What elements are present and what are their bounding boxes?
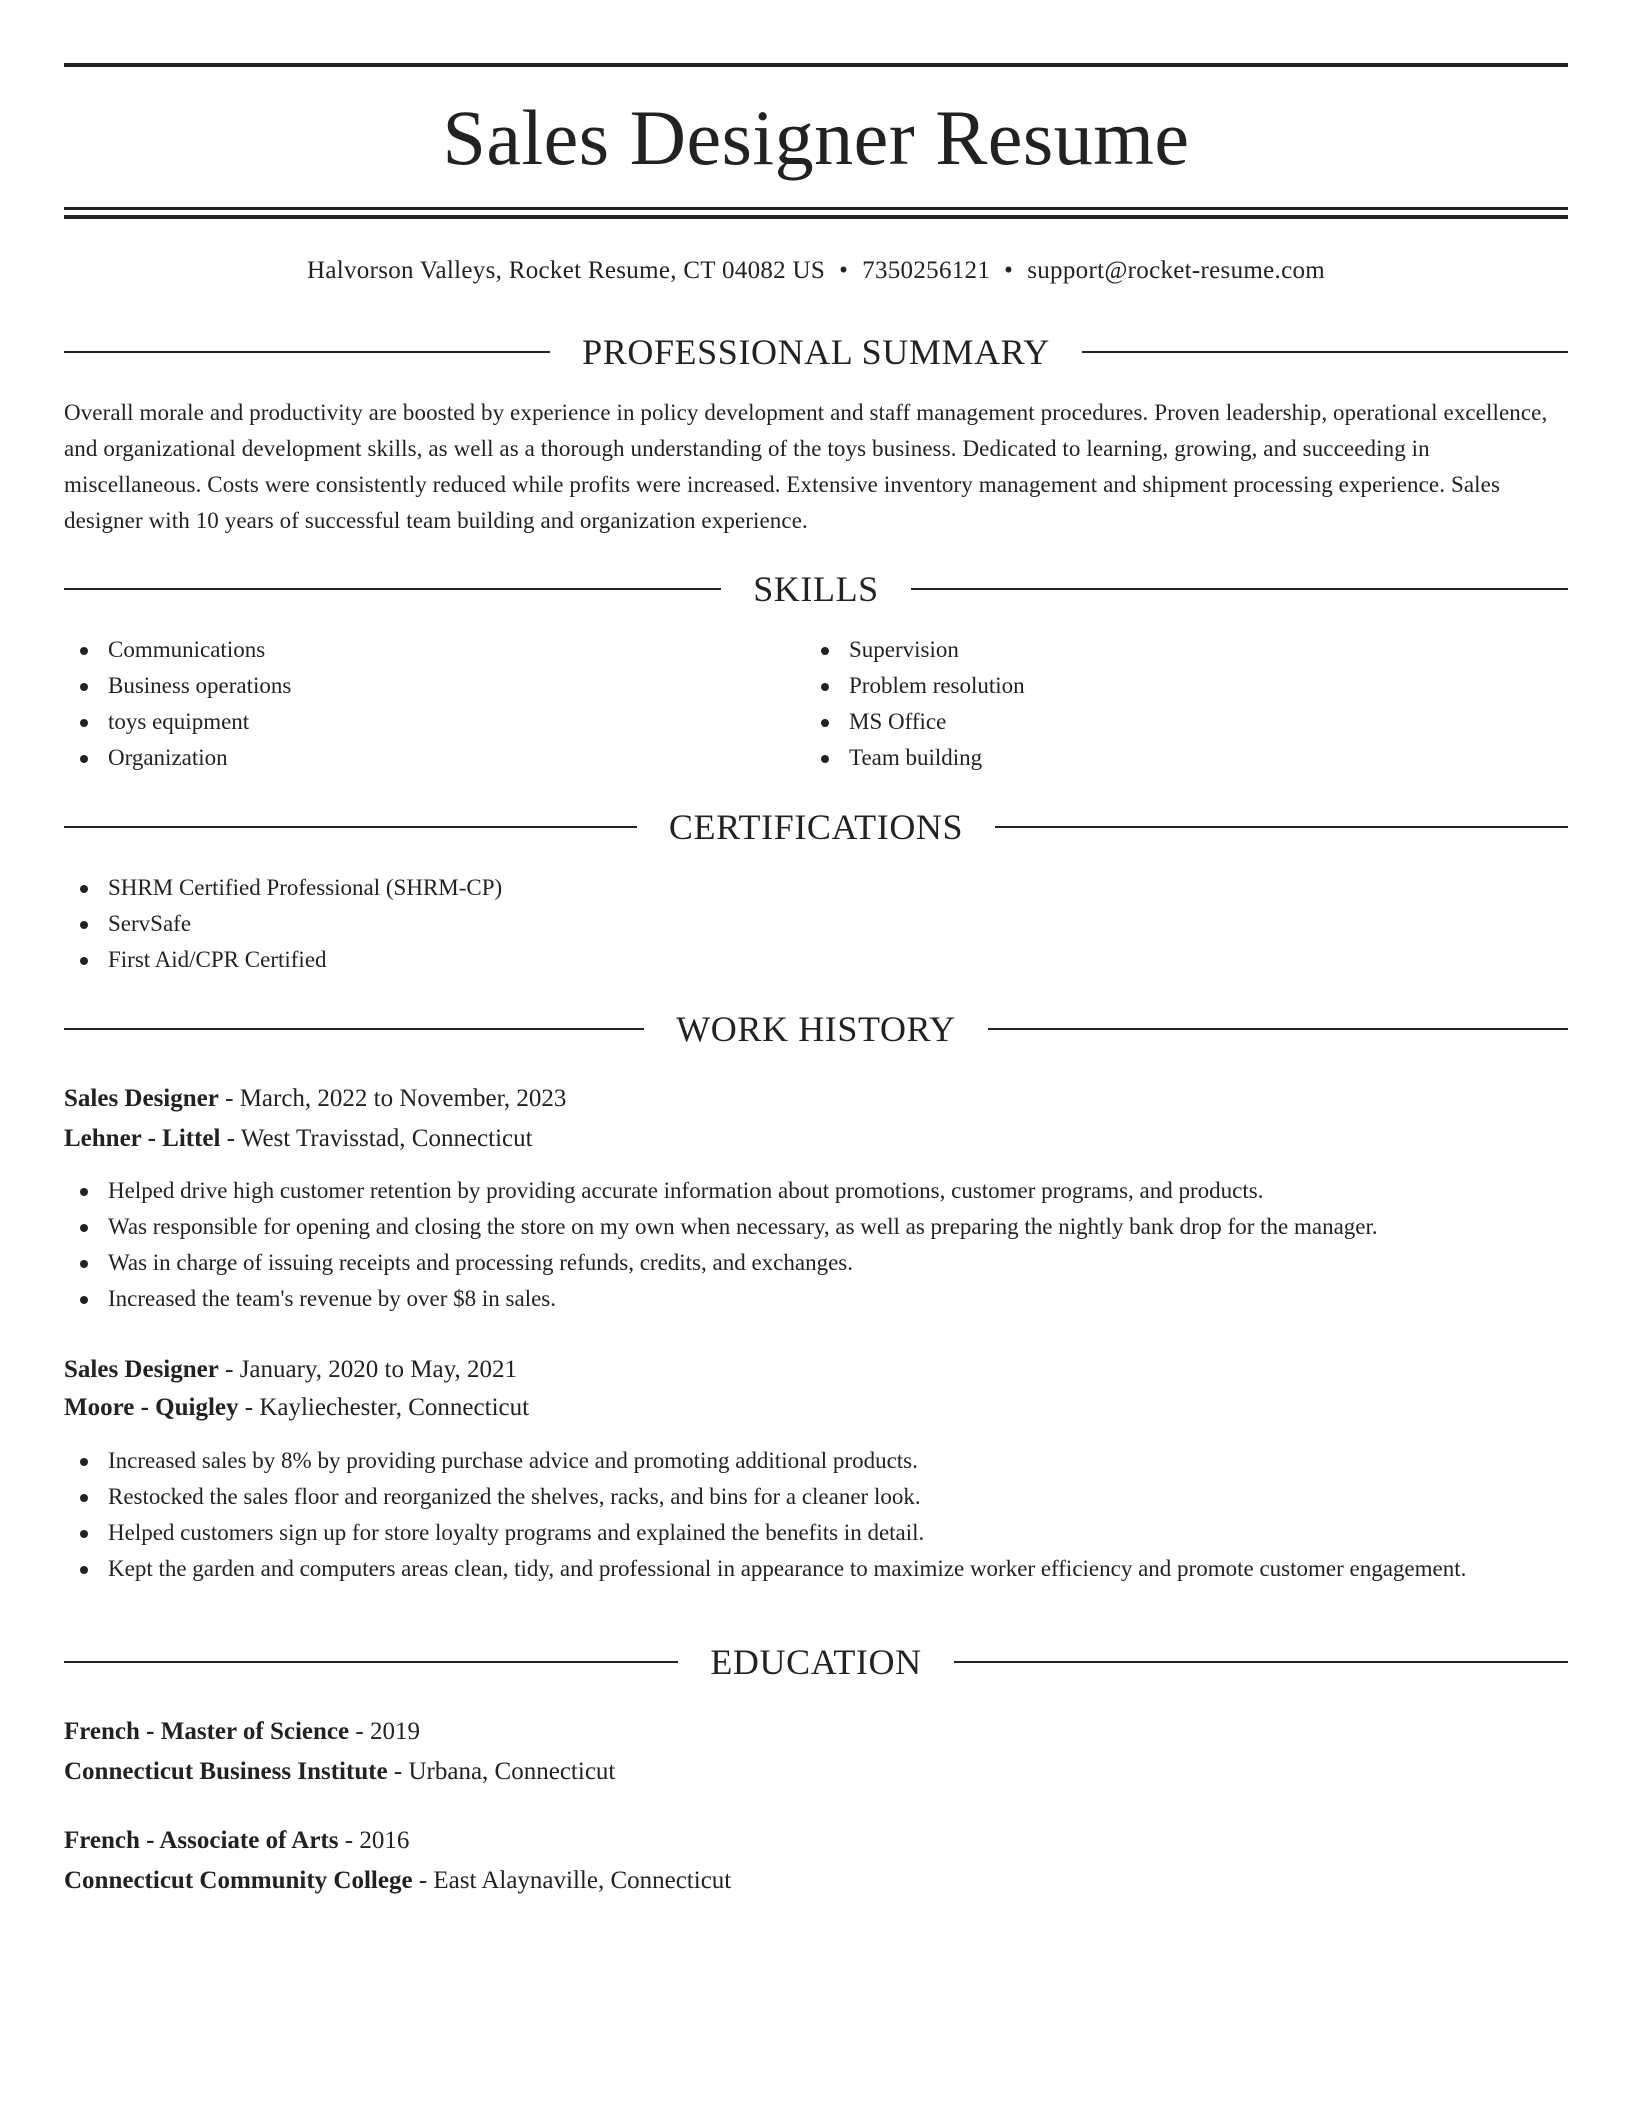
heading-rule-left: [64, 351, 550, 353]
skill-item: Business operations: [64, 668, 804, 704]
heading-rule-left: [64, 826, 637, 828]
heading-rule-right: [988, 1028, 1568, 1030]
skill-item: MS Office: [805, 704, 1545, 740]
school-location: East Alaynaville, Connecticut: [433, 1867, 732, 1894]
skill-item: Team building: [805, 740, 1545, 776]
school-line: Connecticut Community College - East Alaynaville, Connecticut: [64, 1867, 732, 1894]
job-company-line: Lehner - Littel - West Travisstad, Connecticut: [64, 1125, 533, 1152]
heading-rule-right: [995, 826, 1568, 828]
job-bullet: Increased sales by 8% by providing purchase advice and promoting additional products.: [64, 1443, 1524, 1479]
skills-list-right: [805, 632, 1545, 776]
job-bullet: Was in charge of issuing receipts and processing refunds, credits, and exchanges.: [64, 1245, 1568, 1281]
work-history-heading-label: WORK HISTORY: [676, 1009, 956, 1049]
heading-rule-right: [954, 1661, 1568, 1663]
job-title-line: Sales Designer - January, 2020 to May, 2021: [64, 1356, 517, 1383]
job-bullets: [64, 1443, 1524, 1587]
skills-heading: [64, 567, 1568, 611]
summary-heading-label: PROFESSIONAL SUMMARY: [582, 332, 1050, 372]
job-dates: January, 2020 to May, 2021: [239, 1356, 517, 1383]
heading-rule-left: [64, 1028, 644, 1030]
contact-address: Halvorson Valleys, Rocket Resume, CT 04082 US: [306, 257, 826, 284]
job-bullet: Helped drive high customer retention by providing accurate information about promotions, customer programs, and products.: [64, 1173, 1568, 1209]
skill-item: Supervision: [805, 632, 1545, 668]
contact-separator: •: [839, 257, 849, 284]
skill-item: Problem resolution: [805, 668, 1545, 704]
certifications-list: [64, 870, 1568, 978]
certifications-heading-label: CERTIFICATIONS: [668, 807, 964, 847]
certification-item: First Aid/CPR Certified: [64, 942, 1568, 978]
degree-line: French - Associate of Arts - 2016: [64, 1827, 410, 1854]
job-dates: March, 2022 to November, 2023: [239, 1085, 567, 1112]
degree-year: 2016: [359, 1827, 410, 1854]
contact-separator: •: [1004, 257, 1014, 284]
job-title-line: Sales Designer - March, 2022 to November, 2023: [64, 1085, 567, 1112]
contact-phone: 7350256121: [862, 257, 991, 284]
job-location: Kayliechester, Connecticut: [259, 1394, 530, 1421]
job-title: Sales Designer: [64, 1356, 219, 1383]
school-location: Urbana, Connecticut: [408, 1758, 616, 1785]
contact-line: [64, 253, 1568, 289]
education-heading: [64, 1640, 1568, 1684]
skill-item: Organization: [64, 740, 804, 776]
job-bullet: Kept the garden and computers areas clean, tidy, and professional in appearance to maximize worker efficiency and promote customer engagement.: [64, 1551, 1524, 1587]
degree-year: 2019: [369, 1718, 420, 1745]
header-top-rule: [64, 63, 1568, 67]
skills-heading-label: SKILLS: [753, 569, 879, 609]
job-bullet: Helped customers sign up for store loyalty programs and explained the benefits in detail.: [64, 1515, 1524, 1551]
skill-item: Communications: [64, 632, 804, 668]
job-company: Lehner - Littel: [64, 1125, 221, 1152]
contact-email: support@rocket-resume.com: [1027, 257, 1326, 284]
degree-line: French - Master of Science - 2019: [64, 1718, 420, 1745]
skill-item: toys equipment: [64, 704, 804, 740]
heading-rule-right: [911, 588, 1568, 590]
heading-rule-right: [1082, 351, 1568, 353]
certifications-heading: [64, 805, 1568, 849]
school: Connecticut Business Institute: [64, 1758, 388, 1785]
job-title: Sales Designer: [64, 1085, 219, 1112]
job-bullet: Restocked the sales floor and reorganized the shelves, racks, and bins for a cleaner look.: [64, 1479, 1524, 1515]
job-company-line: Moore - Quigley - Kayliechester, Connecticut: [64, 1394, 530, 1421]
job-company: Moore - Quigley: [64, 1394, 239, 1421]
summary-heading: [64, 330, 1568, 374]
heading-rule-left: [64, 588, 721, 590]
degree: French - Associate of Arts: [64, 1827, 339, 1854]
header-rule-upper: [64, 207, 1568, 210]
degree: French - Master of Science: [64, 1718, 350, 1745]
job-bullet: Increased the team's revenue by over $8 in sales.: [64, 1281, 1568, 1317]
certification-item: ServSafe: [64, 906, 1568, 942]
resume-title: Sales Designer Resume: [442, 94, 1190, 181]
job-bullets: [64, 1173, 1568, 1317]
job-bullet: Was responsible for opening and closing the store on my own when necessary, as well as preparing the nightly bank drop for the manager.: [64, 1209, 1568, 1245]
school-line: Connecticut Business Institute - Urbana, Connecticut: [64, 1758, 616, 1785]
summary-text: Overall morale and productivity are boosted by experience in policy development and staff management procedures. Proven leadership, operational excellence, and organizational development skills, as well as a thorough understanding of the toys business. Dedicated to learning, growing, and succeeding in miscellaneous. Costs were consistently reduced while profits were increased. Extensive inventory management and shipment processing experience. Sales designer with 10 years of successful team building and organization experience.: [64, 400, 1548, 533]
heading-rule-left: [64, 1661, 678, 1663]
education-heading-label: EDUCATION: [710, 1642, 922, 1682]
school: Connecticut Community College: [64, 1867, 413, 1894]
skills-list-left: [64, 632, 804, 776]
header-rule-lower: [64, 215, 1568, 219]
work-history-heading: [64, 1007, 1568, 1051]
certification-item: SHRM Certified Professional (SHRM-CP): [64, 870, 1568, 906]
job-location: West Travisstad, Connecticut: [240, 1125, 533, 1152]
